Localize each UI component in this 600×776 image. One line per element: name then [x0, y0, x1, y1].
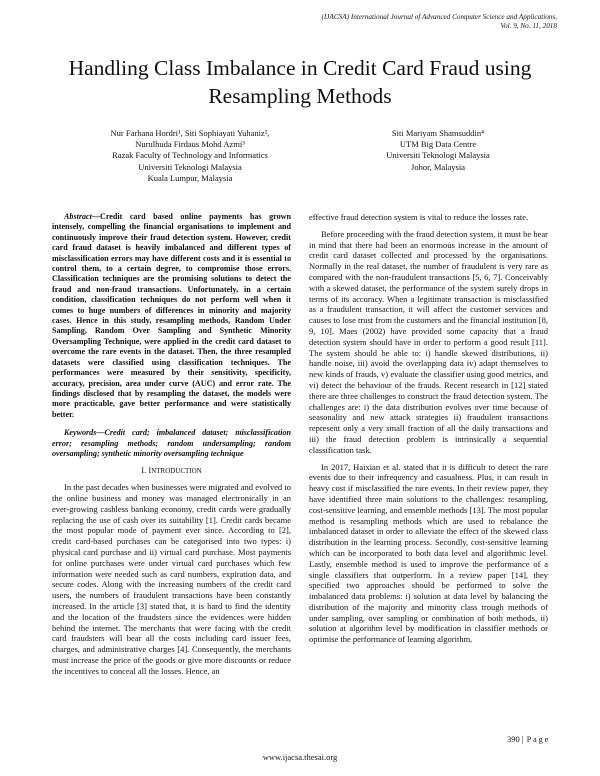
journal-header: (IJACSA) International Journal of Advanced Computer Science and Applications,: [321, 13, 557, 21]
author-name: Siti Mariyam Shamsuddin⁴: [391, 128, 485, 138]
right-column: [309, 212, 548, 651]
journal-volume: Vol. 9, No. 11, 2018: [500, 22, 557, 30]
body-paragraph: In 2017, Haixian et al. stated that it is difficult to detect the rare events due to their infrequency and casualness. Plus, it can result in heavy cost if misclassified the rare events. In their review paper, they have identified three main solutions to the challenges: resampling, cost-sensitive learning, and ensemble methods [13]. The most popular method is resampling methods which are used to rebalance the imbalanced dataset in order to alleviate the effect of the skewed class distribution in the learning process. Secondly, cost-sensitive learning which can be incorporated to both data level and algorithmic level. Lastly, ensemble method is used to improve the performance of a single classifiers that outperform. In a review paper [14], they specified two approaches should be performed to solve the imbalanced data problems: i) solution at data level by balancing the distribution of the majority and minority class trough methods of under sampling, over sampling or combination of both methods, ii) solution at algorithm level by modification in classifier methods or optimise the performance of learning algorithm.: [309, 461, 548, 645]
paper-title: Handling Class Imbalance in Credit Card Fraud using Resampling Methods: [68, 56, 532, 108]
affiliation-line: Kuala Lumpur, Malaysia: [147, 172, 233, 183]
section-heading: [52, 465, 291, 477]
page-label: Page: [526, 735, 551, 744]
body-paragraph: Before proceeding with the fraud detection system, it must be bear in mind that there had been an enormous increase in the amount of credit card dataset collected and processed by the organisations. Normally in the real dataset, the number of fraudulent is very rare as compared with the non-fraudulent transactions [5, 6, 7]. Conceivably with a skewed dataset, the performance of the system surely drops in terms of its accuracy. When a legitimate transaction is misclassified as a fraudulent transaction, it will affect the customer services and causes to lose trust from the customers and the financial institution [8, 9, 10]. Maes (2002) have provided some capacity that a fraud detection system should have in order to perform a good result [11]. The system should be able to: i) handle skewed distributions, ii) handle noise, iii) avoid the overlapping data iv) adapt themselves to new kinds of frauds, v) evaluate the classifier using good metrics, and vi) detect the behaviour of the frauds. Recent research in [12] stated there are three challenges to construct the fraud detection system. The challenges are: i) the data distribution evolves over time because of seasonality and new attack strategies ii) fraudulent transactions represent only a very small fraction of all the daily transactions and iii) the fraud detection problem is intrinsically a sequential classification task.: [309, 228, 548, 455]
author-names-line2: Nurulhuda Firdaus Mohd Azmi³: [135, 139, 245, 150]
page-number: [507, 734, 550, 744]
left-column: [52, 212, 291, 682]
affiliation-line: Universiti Teknologi Malaysia: [138, 161, 242, 172]
author-block-right: [318, 128, 558, 173]
page-separator: |: [521, 734, 525, 744]
affiliation-line: Universiti Teknologi Malaysia: [386, 150, 490, 161]
affiliation-line: Johor, Malaysia: [411, 161, 465, 172]
author-block-left: [40, 128, 340, 184]
section-title-initial: I: [148, 465, 152, 476]
author-names-line1: Nur Farhana Hordri¹, Siti Sophiayati Yuhaniz²,: [110, 128, 270, 138]
body-paragraph: effective fraud detection system is vital to reduce the losses rate.: [309, 212, 529, 222]
abstract: [52, 212, 291, 420]
section-title-rest: NTRODUCTION: [151, 467, 202, 476]
body-paragraph: In the past decades when businesses were migrated and evolved to the online business and money was managed electronically in an ever-growing cashless banking economy, credit cards were gradually replacing the use of cash over its suitability [1]. Credit cards became the most popular mode of payment ever since. According to [2], credit card-based purchases can be categorised into two types: i) physical card purchase and ii) virtual card purchase. Most payments for online purchases were under virtual card purchases which few information were needed such as card numbers, expiration data, and secure codes. Along with the increasing numbers of the credit card users, the numbers of fraudulent transactions have been constantly increased. In the article [3] stated that, it is hard to find the identity and the location of the fraudsters since the evidences were hidden behind the internet. The merchants that were facing with the credit card fraudsters will bear all the costs including card issuer fees, charges, and administrative charges [4]. Consequently, the merchants must increase the price of the goods or give more discounts or reduce the incentives to conceal all the losses. Hence, an: [52, 482, 291, 676]
section-numeral: I.: [141, 465, 147, 476]
keywords: Keywords—Credit card; imbalanced dataset; misclassification error; resampling methods; random undersampling; random oversampling; synthetic minority oversampling technique: [52, 428, 291, 458]
page-number-value: 390: [507, 734, 520, 744]
footer-url: www.ijacsa.thesai.org: [262, 752, 338, 762]
abstract-label: Abstract: [64, 212, 92, 221]
affiliation-line: UTM Big Data Centre: [399, 139, 477, 150]
affiliation-line: Razak Faculty of Technology and Informatics: [112, 150, 268, 161]
abstract-text: —Credit card based online payments has grown intensely, compelling the financial organisations to implement and continuously improve their fraud detection system. However, credit card fraud dataset is heavily imbalanced and different types of misclassification errors may have different costs and it is essential to control them, to a certain degree, to compromise those errors. Classification techniques are the promising solutions to detect the fraud and non-fraud transactions. Unfortunately, in a certain condition, classification techniques do not perform well when it comes to huge numbers of differences in minority and majority cases. Hence in this study, resampling methods, Random Under Sampling, Random Over Sampling and Synthetic Minority Oversampling Technique, were applied in the credit card dataset to overcome the rare events in the dataset. Then, the three resampled datasets were classified using classification techniques. The performances were measured by their sensitivity, specificity, accuracy, precision, area under curve (AUC) and error rate. The findings disclosed that by resampling the dataset, the models were more practicable, gave better performance and were statistically better.: [52, 212, 291, 419]
